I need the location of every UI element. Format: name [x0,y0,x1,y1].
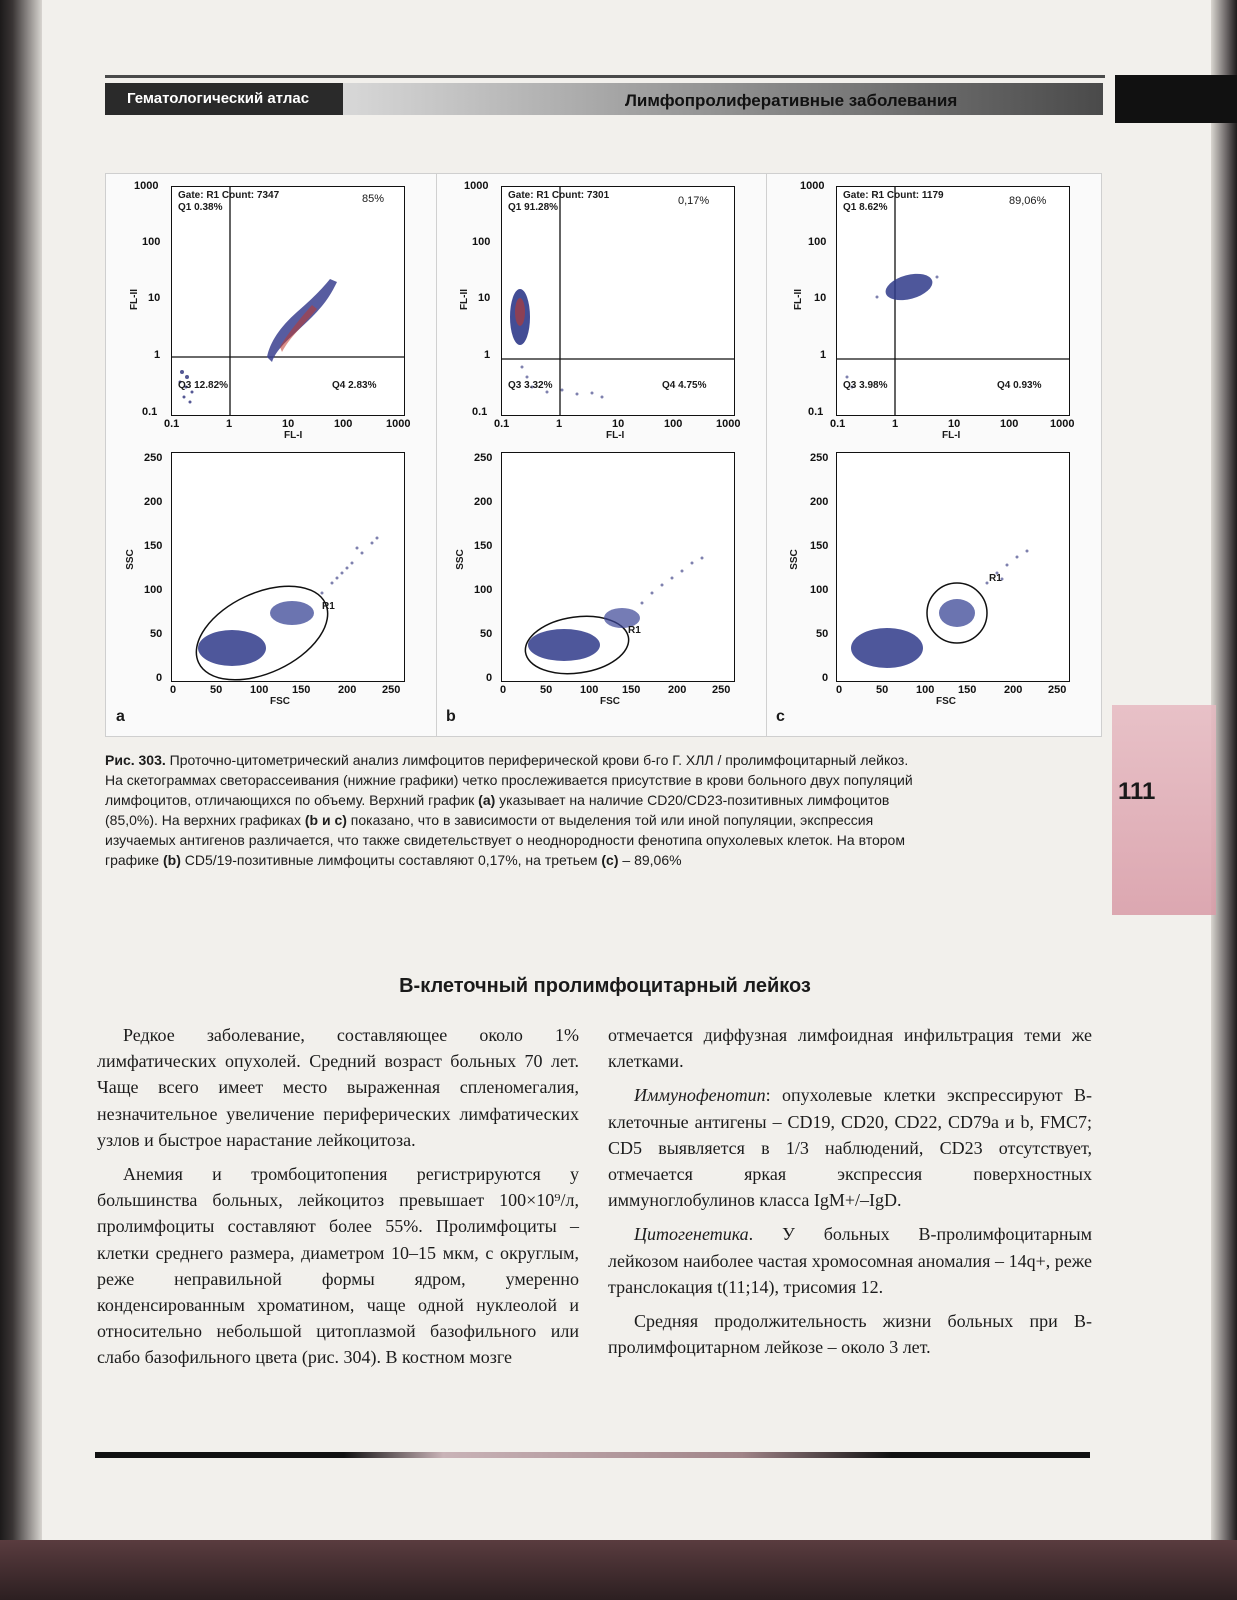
x-tick: 100 [916,684,935,696]
bottom-x-axis-label: FSC [600,696,620,707]
caption-line: На скетограммах светорассеивания (нижние графики) четко прослеживается присутствие в крови больного двух популяций [105,772,913,788]
paragraph [608,1082,1092,1213]
bottom-scatter-plot [501,452,735,682]
x-tick: 10 [612,418,625,430]
paragraph: отмечается диффузная лимфоидная инфильтрация теми же клетками. [608,1025,1092,1072]
paragraph-text: . У больных В-пролимфоцитарным лейкозом наиболее частая хромосомная аномалия – 14q+, реже транслокация t(11;14), трисомия 12. [608,1224,1092,1297]
x-tick: 50 [540,684,553,696]
y-tick: 100 [472,236,491,248]
bottom-scatter-svg [837,453,1069,681]
x-tick: 0 [836,684,843,696]
y-tick: 100 [474,584,493,596]
y-tick: 10 [148,292,161,304]
x-tick: 250 [712,684,731,696]
y-tick: 100 [144,584,163,596]
x-tick: 100 [580,684,599,696]
x-tick: 100 [1000,418,1019,430]
x-tick: 100 [250,684,269,696]
y-tick: 100 [810,584,829,596]
x-tick: 1 [226,418,233,430]
bottom-scatter-plot [171,452,405,682]
bottom-x-axis-label: FSC [936,696,956,707]
running-header [105,75,1140,119]
q1-text: Q1 91.28% [508,202,559,213]
y-tick: 50 [816,628,829,640]
top-y-axis-label: FL-II [459,288,471,311]
y-tick: 250 [810,452,829,464]
caption-line: – 89,06% [618,852,682,868]
top-dot-plot [171,186,405,416]
caption-line: CD5/19-позитивные лимфоциты составляют 0,17%, на третьем [180,852,602,868]
text-column-left [97,1022,579,1379]
panel-letter: c [776,708,785,725]
panel-letter: a [116,708,125,725]
x-tick: 150 [622,684,641,696]
bottom-y-axis-label: SSC [124,549,136,570]
q1-text: Q1 8.62% [843,202,888,213]
x-tick: 0 [500,684,507,696]
x-tick: 200 [338,684,357,696]
x-tick: 1 [892,418,899,430]
gate-name: R1 [322,601,335,612]
y-tick: 0.1 [808,406,824,418]
y-tick: 150 [144,540,163,552]
y-tick: 10 [478,292,491,304]
x-tick: 10 [282,418,295,430]
q3-text: Q3 3.98% [843,380,888,391]
bottom-scatter-svg [502,453,734,681]
y-tick: 250 [144,452,163,464]
bottom-x-axis-label: FSC [270,696,290,707]
header-left-label: Гематологический атлас [105,83,345,115]
gate-count-text: Gate: R1 Count: 1179 [843,190,944,201]
term-label: Иммунофенотип [634,1085,766,1106]
gate-count-text: Gate: R1 Count: 7347 [178,190,280,201]
paragraph-text: : опухолевые клетки экспрессируют В-клеточные антигены – CD19, CD20, CD22, CD79a и b, FMC7; CD5 выявляется в 1/3 наблюдений, CD23 отсутствует, отмечается яркая экспрессия поверхностных иммуноглобулинов класса IgM+/–IgD. [608,1085,1092,1211]
top-x-axis-label: FL-I [606,430,625,441]
y-tick: 0 [822,672,829,684]
x-tick: 100 [334,418,353,430]
bottom-rule [95,1452,1090,1458]
y-tick: 150 [474,540,493,552]
y-tick: 0 [486,672,493,684]
q4-text: Q4 2.83% [332,380,377,391]
paragraph: Средняя продолжительность жизни больных при В-пролимфоцитарном лейкозе – около 3 лет. [608,1311,1092,1358]
y-tick: 1000 [800,180,825,192]
caption-line: (85,0%). На верхних графиках [105,812,305,828]
caption-ref: (b) [162,852,181,868]
top-x-axis-label: FL-I [284,430,303,441]
page-number: 111 [1118,778,1156,805]
y-tick: 200 [144,496,163,508]
figure-caption [105,750,1105,870]
caption-ref: (b и c) [304,812,347,828]
caption-ref: (c) [601,852,619,868]
top-percentage: 85% [362,193,385,205]
top-y-axis-label: FL-II [129,288,141,311]
paragraph: Редкое заболевание, составляющее около 1% лимфатических опухолей. Средний возраст больных 70 лет. Чаще всего имеет место выраженная спленомегалия, незначительное увеличение периферических лимфатических узлов и быстрое нарастание лейкоцитоза. [97,1025,579,1150]
y-tick: 1000 [464,180,489,192]
y-tick: 200 [474,496,493,508]
caption-line: показано, что в зависимости от выделения той или иной популяции, экспрессия [346,812,874,828]
panel-b [436,174,766,736]
y-tick: 1 [820,349,827,361]
q4-text: Q4 0.93% [997,380,1042,391]
y-tick: 250 [474,452,493,464]
gate-name: R1 [989,573,1002,584]
x-tick: 250 [1048,684,1067,696]
x-tick: 0.1 [164,418,180,430]
bottom-y-axis-label: SSC [788,549,800,570]
gate-name: R1 [628,625,641,636]
top-dot-plot [836,186,1070,416]
y-tick: 100 [142,236,161,248]
x-tick: 0.1 [830,418,846,430]
y-tick: 0.1 [472,406,488,418]
caption-line: Проточно-цитометрический анализ лимфоцитов периферической крови б-го Г. ХЛЛ / пролимфоцитарный лейкоз. [169,752,909,768]
x-tick: 200 [668,684,687,696]
q3-text: Q3 12.82% [178,380,229,391]
y-tick: 0 [156,672,163,684]
top-percentage: 0,17% [678,195,710,207]
q1-text: Q1 0.38% [178,202,223,213]
caption-figure-label: Рис. 303. [105,752,166,768]
caption-line: указывает на наличие CD20/CD23-позитивных лимфоцитов [495,792,890,808]
x-tick: 200 [1004,684,1023,696]
x-tick: 0 [170,684,177,696]
caption-line: графике [105,852,163,868]
x-tick: 100 [664,418,683,430]
top-y-axis-label: FL-II [793,288,805,311]
caption-line: лимфоцитов, отличающихся по объему. Верхний график [105,792,479,808]
x-tick: 150 [958,684,977,696]
paragraph [608,1221,1092,1300]
y-tick: 0.1 [142,406,158,418]
top-x-axis-label: FL-I [942,430,961,441]
bottom-scatter-plot [836,452,1070,682]
caption-ref: (a) [478,792,496,808]
x-tick: 10 [948,418,961,430]
panel-c [766,174,1101,736]
section-title: В-клеточный пролимфоцитарный лейкоз [399,975,811,997]
x-tick: 250 [382,684,401,696]
gate-count-text: Gate: R1 Count: 7301 [508,190,610,201]
flow-cytometry-figure [105,173,1102,737]
x-tick: 1000 [1050,418,1075,430]
y-tick: 1 [484,349,491,361]
x-tick: 0.1 [494,418,510,430]
book-spine-shadow [0,0,42,1600]
x-tick: 150 [292,684,311,696]
y-tick: 50 [150,628,163,640]
x-tick: 50 [876,684,889,696]
x-tick: 1 [556,418,563,430]
header-rule [105,75,1105,78]
paragraph: Анемия и тромбоцитопения регистрируются у большинства больных, лейкоцитоз превышает 100×10⁹/л, пролимфоциты составляют более 55%. Пролимфоциты – клетки среднего размера, диаметром 10–15 мкм, с округлым, реже неправильной формы ядром, умеренно конденсированным хроматином, чаще одной нуклеолой и относительно небольшой цитоплазмой базофильного или слабо базофильного цвета (рис. 304). В костном мозге [97,1164,579,1368]
y-tick: 200 [810,496,829,508]
y-tick: 1000 [134,180,159,192]
bottom-y-axis-label: SSC [454,549,466,570]
chapter-tab [1112,705,1216,915]
x-tick: 1000 [716,418,741,430]
top-dot-plot [501,186,735,416]
y-tick: 1 [154,349,161,361]
top-percentage: 89,06% [1009,195,1047,207]
bottom-scatter-svg [172,453,404,681]
y-tick: 100 [808,236,827,248]
term-label: Цитогенетика [634,1224,749,1245]
header-title: Лимфопролиферативные заболевания [625,91,958,110]
y-tick: 10 [814,292,827,304]
x-tick: 1000 [386,418,411,430]
caption-line: изучаемых антигенов различается, что также свидетельствует о неоднородности фенотипа опухолевых клеток. На втором [105,832,905,848]
y-tick: 50 [480,628,493,640]
panel-a [106,174,436,736]
header-black-block [1115,75,1237,123]
y-tick: 150 [810,540,829,552]
text-column-right [608,1022,1092,1368]
panel-letter: b [446,708,456,725]
x-tick: 50 [210,684,223,696]
bottom-edge-shadow [0,1540,1237,1600]
q3-text: Q3 3.32% [508,380,553,391]
q4-text: Q4 4.75% [662,380,707,391]
